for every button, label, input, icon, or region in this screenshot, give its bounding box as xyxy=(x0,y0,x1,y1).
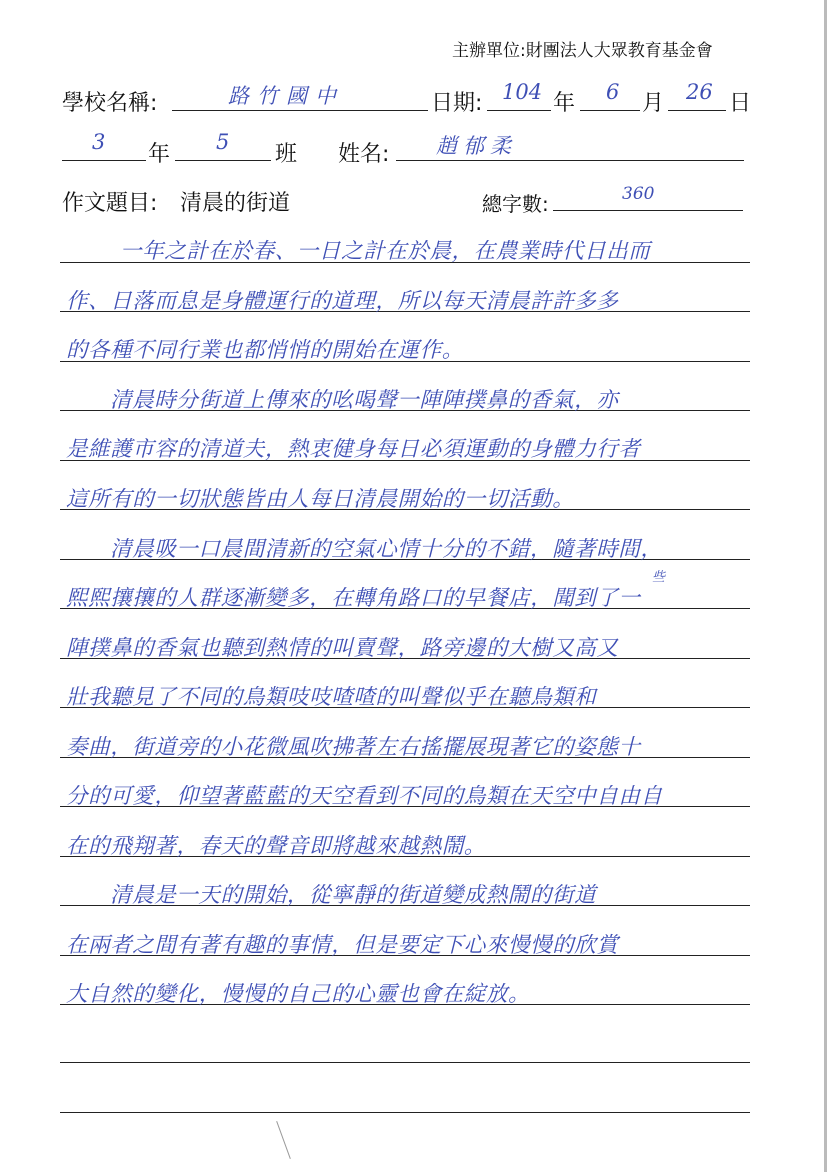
school-value: 路竹國中 xyxy=(228,84,344,108)
insertion-mark: 些 xyxy=(652,570,666,585)
day-unit: 日 xyxy=(729,91,752,116)
essay-line: 是維護市容的清道夫，熱衷健身每日必須運動的身體力行者 xyxy=(66,437,641,462)
class-unit: 班 xyxy=(275,142,298,167)
school-label: 學校名稱: xyxy=(62,91,158,116)
day-value: 26 xyxy=(686,80,713,104)
grade-unit: 年 xyxy=(148,142,171,167)
wordcount-label: 總字數: xyxy=(482,192,549,216)
wordcount-value: 360 xyxy=(622,184,655,204)
name-label: 姓名: xyxy=(338,142,390,167)
essay-line: 清晨時分街道上傳來的吆喝聲一陣陣撲鼻的香氣，亦 xyxy=(110,388,619,413)
essay-line: 奏曲，街道旁的小花微風吹拂著左右搖擺展現著它的姿態十 xyxy=(66,735,641,760)
topic-value: 清晨的街道 xyxy=(180,191,291,216)
essay-line: 這所有的一切狀態皆由人每日清晨開始的一切活動。 xyxy=(66,487,575,512)
organizer-label: 主辦單位:財團法人大眾教育基金會 xyxy=(452,41,713,61)
essay-line: 清晨是一天的開始，從寧靜的街道變成熱鬧的街道 xyxy=(110,883,597,908)
essay-line: 分的可愛，仰望著藍藍的天空看到不同的鳥類在天空中自由自 xyxy=(66,784,663,809)
month-value: 6 xyxy=(606,80,620,104)
topic-label: 作文題目: xyxy=(62,191,158,216)
date-label: 日期: xyxy=(431,91,483,116)
essay-line: 作、日落而息是身體運行的道理，所以每天清晨許許多多 xyxy=(66,289,619,314)
essay-line: 在兩者之間有著有趣的事情，但是要定下心來慢慢的欣賞 xyxy=(66,933,619,958)
essay-line: 壯我聽見了不同的鳥類吱吱喳喳的叫聲似乎在聽鳥類和 xyxy=(66,685,597,710)
essay-line: 陣撲鼻的香氣也聽到熱情的叫賣聲，路旁邊的大樹又高又 xyxy=(66,636,619,661)
essay-line: 清晨吸一口晨間清新的空氣心情十分的不錯，隨著時間， xyxy=(110,537,663,562)
name-value: 趙郁柔 xyxy=(436,134,517,158)
essay-line: 的各種不同行業也都悄悄的開始在運作。 xyxy=(66,338,464,363)
essay-line: 一年之計在於春、一日之計在於晨，在農業時代日出而 xyxy=(120,239,651,264)
year-value: 104 xyxy=(502,80,543,104)
month-unit: 月 xyxy=(642,91,665,116)
ruled-line xyxy=(60,1062,750,1063)
ruled-line xyxy=(60,1112,750,1113)
essay-line: 大自然的變化，慢慢的自己的心靈也會在綻放。 xyxy=(66,982,531,1007)
essay-line: 熙熙攘攘的人群逐漸變多，在轉角路口的早餐店，聞到了一 xyxy=(66,586,641,611)
class-value: 5 xyxy=(216,130,230,154)
grade-value: 3 xyxy=(92,130,106,154)
essay-line: 在的飛翔著，春天的聲音即將越來越熱鬧。 xyxy=(66,834,486,859)
year-unit: 年 xyxy=(553,91,576,116)
scan-artifact xyxy=(276,1121,291,1159)
